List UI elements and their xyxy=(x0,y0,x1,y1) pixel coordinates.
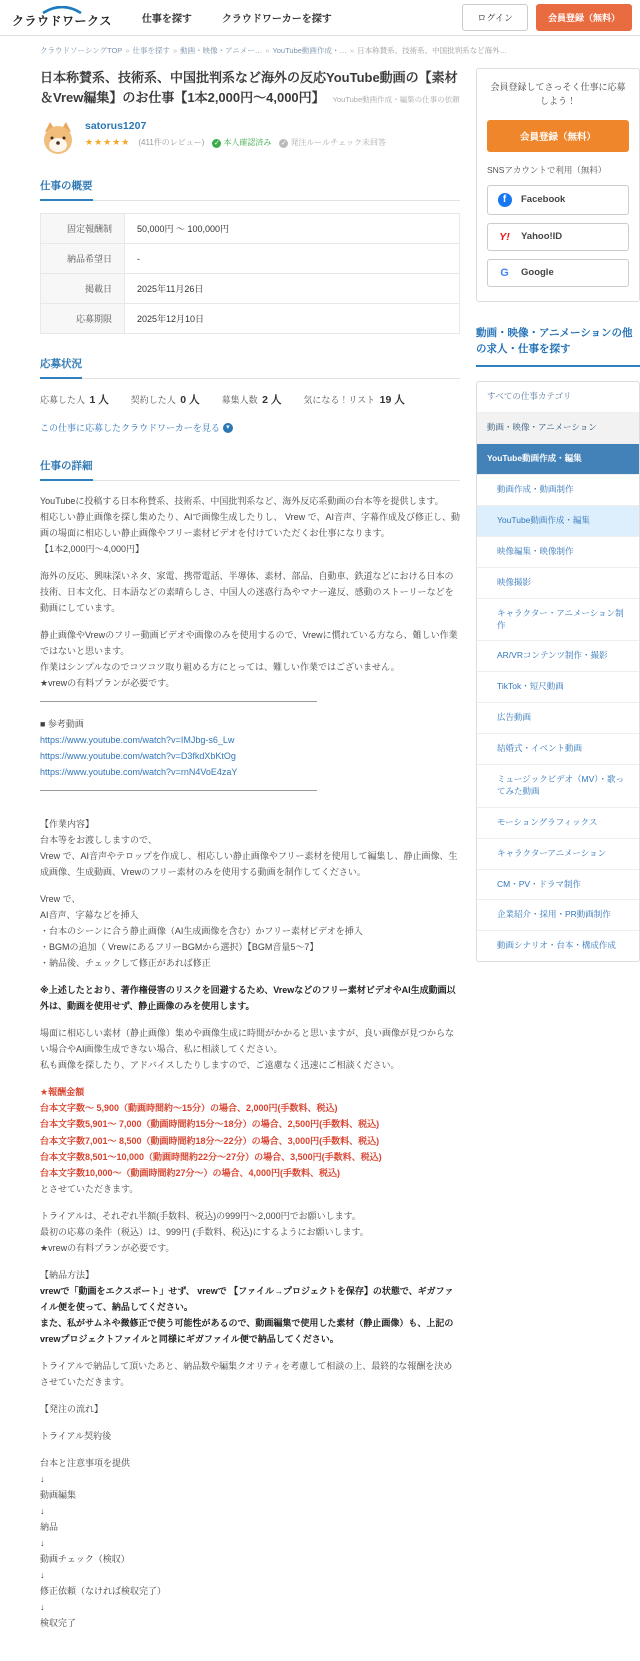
promo-text: 会員登録してさっそく仕事に応募しよう！ xyxy=(490,82,626,106)
detail-line: 静止画像やVrewのフリー動画ビデオや画像のみを使用するので、Vrewに慣れている方なら、難しい作業ではないと思います。 xyxy=(40,630,458,657)
logo-text: クラウドワークス xyxy=(12,14,112,28)
detail-line: 海外の反応、興味深いネタ、家電、携帯電話、半導体、素材、部品、自動車、鉄道などにおける日本の技術、日本文化、日本語などの素晴らしさ、中国人の迷惑行為やマナー違反、感動のストーリーなどを動画にしています。 xyxy=(40,571,454,614)
detail-line: トライアルで納品して頂いたあと、納品数や編集クオリティを考慮して相談の上、最終的な報酬を決めさせていただきます。 xyxy=(40,1360,453,1387)
overview-value: 50,000円 ～ 100,000円 xyxy=(125,214,460,244)
detail-line: 台本文字数5,901～ 7,000（動画時間約15分～18分）の場合、2,500円(手数料、税込) xyxy=(40,1119,380,1130)
detail-line: 動画編集 xyxy=(40,1489,77,1500)
detail-line: 台本文字数10,000～（動画時間約27分～）の場合、4,000円(手数料、税込) xyxy=(40,1167,341,1178)
job-overview-section xyxy=(40,176,460,334)
sidebar-category-parent[interactable]: 動画・映像・アニメーション xyxy=(477,413,639,444)
category-list xyxy=(476,381,640,962)
sidebar-category-child[interactable]: 映像編集・映像制作 xyxy=(477,537,639,568)
top-header xyxy=(0,0,640,36)
rule-check-badge: ✓ 発注ルールチェック未回答 xyxy=(281,138,387,147)
google-login-button[interactable] xyxy=(487,259,629,287)
facebook-login-button[interactable] xyxy=(487,185,629,215)
page-title: 日本称賛系、技術系、中国批判系など海外の反応YouTube動画の【素材＆Vrew編集】のお仕事【1本2,000円～4,000円】 YouTube動画作成・編集の仕事の依頼 xyxy=(40,70,460,105)
detail-line: ★報酬金額 xyxy=(40,1087,85,1098)
sidebar-category-child[interactable]: 動画シナリオ・台本・構成作成 xyxy=(497,940,616,951)
detail-line: 台本文字数7,001～ 8,500（動画時間約18分～22分）の場合、3,000円(手数料、税込) xyxy=(40,1135,380,1146)
detail-line: ↓ xyxy=(40,1601,45,1612)
detail-line xyxy=(40,805,460,816)
status-stat: 気になる！リスト 19 人 xyxy=(303,394,405,406)
overview-value: 2025年11月26日 xyxy=(125,274,460,304)
sidebar-category-child[interactable]: 企業紹介・採用・PR動画制作 xyxy=(477,900,639,931)
detail-heading: 仕事の詳細 xyxy=(40,458,93,481)
detail-line xyxy=(40,971,460,982)
detail-line xyxy=(40,1073,460,1084)
sidebar-category-child[interactable]: キャラクターアニメーション xyxy=(477,839,639,870)
breadcrumb-item[interactable]: 仕事を探す xyxy=(132,46,170,55)
detail-line: 【納品方法】 xyxy=(40,1269,95,1280)
detail-line xyxy=(40,616,460,627)
google-icon: G xyxy=(500,266,509,279)
detail-line: ↓ xyxy=(40,1505,45,1516)
detail-line: 台本文字数～ 5,900（動画時間約～15分）の場合、2,000円(手数料、税込) xyxy=(40,1103,338,1114)
job-detail-body xyxy=(40,493,460,1631)
detail-line: 相応しい静止画像を探し集めたり、AIで画像生成したりし、 Vrew で、AI音声、字幕作成及び修正し、動画の場面に相応しい静止画像やフリー素材ビデオを付けていただくお仕事になります。 xyxy=(40,512,461,539)
detail-line: ★vrewの有料プランが必要です。 xyxy=(40,678,175,689)
review-count[interactable]: (411件のレビュー) xyxy=(138,138,205,147)
overview-label: 応募期限 xyxy=(41,304,125,334)
detail-line: ※上述したとおり、著作権侵害のリスクを回避するため、Vrewなどのフリー素材ビデオやAI生成動画以外は、動画を使用せず、静止画像のみを使用します。 xyxy=(40,985,456,1012)
see-applicants-link[interactable]: この仕事に応募したクラウドワーカーを見る ▾ xyxy=(40,421,233,434)
overview-value: - xyxy=(125,244,460,274)
overview-row xyxy=(41,244,460,274)
overview-label: 固定報酬制 xyxy=(41,214,125,244)
overview-row xyxy=(41,214,460,244)
detail-divider xyxy=(40,701,317,706)
detail-line xyxy=(40,1417,460,1428)
detail-line: 【作業内容】 xyxy=(40,819,95,830)
nav-find-workers[interactable]: クラウドワーカーを探す xyxy=(221,14,332,25)
detail-line: ・台本のシーンに合う静止画像（AI生成画像を含む）かフリー素材ビデオを挿入 xyxy=(40,926,363,937)
overview-label: 掲載日 xyxy=(41,274,125,304)
job-detail-section xyxy=(40,456,460,1631)
yahooid-login-button[interactable] xyxy=(487,223,629,251)
detail-line: Vrew で、AI音声やテロップを作成し、相応しい静止画像やフリー素材を使用して編集し、静止画像、生成画像、生成動画、Vrewのフリー素材のみを使用する動画を制作してください。 xyxy=(40,851,458,878)
detail-line: 最初の応募の条件（税込）は、999円 (手数料、税込)にするようにお願いします。 xyxy=(40,1226,369,1237)
detail-line: トライアルは、それぞれ半額(手数料、税込)の999円～2,000円でお願いします。 xyxy=(40,1210,361,1221)
breadcrumb-item[interactable]: 動画・映像・アニメー… xyxy=(180,46,263,55)
detail-line: 台本文字数8,501～10,000（動画時間約22分～27分）の場合、3,500円(手数料、税込) xyxy=(40,1151,382,1162)
breadcrumb-item[interactable]: YouTube動画作成・… xyxy=(272,46,347,55)
status-stat: 契約した人 0 人 xyxy=(130,394,200,406)
detail-line: ↓ xyxy=(40,1569,45,1580)
reference-video-link[interactable]: https://www.youtube.com/watch?v=IMJbg-s6_Lw xyxy=(40,735,235,746)
detail-line: 台本等をお渡ししますので、 xyxy=(40,835,157,846)
breadcrumb-item: 日本称賛系、技術系、中国批判系など海外… xyxy=(357,46,508,55)
detail-line xyxy=(40,557,460,568)
breadcrumb-separator: » xyxy=(265,46,270,55)
detail-line xyxy=(40,1197,460,1208)
sidebar-category-child[interactable]: CM・PV・ドラマ制作 xyxy=(477,870,639,901)
detail-line: ■ 参考動画 xyxy=(40,719,84,730)
overview-label: 納品希望日 xyxy=(41,244,125,274)
overview-heading: 仕事の概要 xyxy=(40,178,93,201)
detail-line xyxy=(40,1444,460,1455)
identity-verified-badge: ✓ 本人確認済み xyxy=(214,138,272,147)
breadcrumb-separator: » xyxy=(125,46,130,55)
detail-line: vrewで「動画をエクスポート」せず、 vrewで 【ファイル→プロジェクトを保存】の状態で、ギガファイル便を使って、納品してください。 xyxy=(40,1285,454,1312)
sidebar-category-child[interactable]: 映像撮影 xyxy=(477,568,639,599)
chevron-down-icon: ▾ xyxy=(223,423,233,433)
detail-line: トライアル契約後 xyxy=(40,1430,112,1441)
reference-video-link[interactable]: https://www.youtube.com/watch?v=D3fkdXbKtOg xyxy=(40,751,236,762)
sns-button-label: Facebook xyxy=(521,194,566,206)
sidebar-category-child[interactable]: 結婚式・イベント動画 xyxy=(477,734,639,765)
client-name-link[interactable]: satorus1207 xyxy=(85,120,147,132)
sidebar-category-selected[interactable]: YouTube動画作成・編集 xyxy=(477,444,639,475)
application-status-section xyxy=(40,354,460,436)
signup-button[interactable]: 会員登録（無料） xyxy=(536,4,632,31)
detail-line: 作業はシンプルなのでコツコツ取り組める方にとっては、難しい作業ではございません。 xyxy=(40,662,400,673)
overview-row xyxy=(41,274,460,304)
sidebar-category-child[interactable]: AR/VRコンテンツ制作・撮影 xyxy=(477,641,639,672)
yahoo-icon: Y! xyxy=(499,230,510,243)
sidebar-category-all[interactable]: すべての仕事カテゴリ xyxy=(477,382,639,413)
sidebar-category-child[interactable]: ミュージックビデオ（MV）・歌ってみた動画 xyxy=(477,765,639,808)
sidebar-category-child[interactable]: 動画作成・動画制作 xyxy=(477,475,639,506)
detail-line: 【1本2,000円～4,000円】 xyxy=(40,544,145,555)
status-heading: 応募状況 xyxy=(40,356,82,379)
status-stat: 募集人数 2 人 xyxy=(221,394,282,406)
detail-line: 納品 xyxy=(40,1521,59,1532)
detail-line: 【発注の流れ】 xyxy=(40,1403,104,1414)
nav-find-jobs[interactable]: 仕事を探す xyxy=(141,14,192,25)
detail-line: 修正依頼（なければ検収完了） xyxy=(40,1585,167,1596)
detail-line xyxy=(40,1390,460,1401)
detail-line: ★vrewの有料プランが必要です。 xyxy=(40,1242,175,1253)
client-avatar[interactable] xyxy=(40,120,76,156)
detail-line: 動画チェック（検収） xyxy=(40,1553,130,1564)
overview-row xyxy=(41,304,460,334)
sidebar-category-heading: 動画・映像・アニメーションの他の求人・仕事を探す xyxy=(476,326,640,368)
sidebar-signup-button[interactable]: 会員登録（無料） xyxy=(487,120,629,152)
reference-video-link[interactable]: https://www.youtube.com/watch?v=rnN4VoE4zaY xyxy=(40,767,238,778)
detail-line: ↓ xyxy=(40,1473,45,1484)
detail-line: ・BGMの追加（ VrewにあるフリーBGMから選択）【BGM音量5～7】 xyxy=(40,942,319,953)
sidebar-category-child[interactable]: モーショングラフィックス xyxy=(477,808,639,839)
sidebar-category-child[interactable]: キャラクター・アニメーション制作 xyxy=(477,599,639,642)
login-button[interactable]: ログイン xyxy=(462,4,528,31)
star-rating-icon: ★★★★★ xyxy=(85,137,131,147)
job-title-suffix: YouTube動画作成・編集の仕事の依頼 xyxy=(332,94,460,104)
check-icon: ✓ xyxy=(281,140,287,147)
breadcrumb xyxy=(0,36,640,66)
detail-line: 場面に相応しい素材（静止画像）集めや画像生成に時間がかかると思いますが、良い画像が見つからない場合やAI画像生成できない場合、私に相談してください。 xyxy=(40,1028,455,1055)
detail-line: 台本と注意事項を提供 xyxy=(40,1457,131,1468)
sns-label: SNSアカウントで利用（無料） xyxy=(487,164,607,175)
detail-line: Vrew で、 xyxy=(40,894,81,905)
detail-line: 検収完了 xyxy=(40,1617,77,1628)
status-stats xyxy=(40,392,460,407)
detail-line xyxy=(40,1347,460,1358)
client-info xyxy=(40,120,460,156)
detail-line xyxy=(40,1256,460,1267)
detail-line: YouTubeに投稿する日本称賛系、技術系、中国批判系など、海外反応系動画の台本等を提供します。 xyxy=(40,496,444,506)
detail-line: AI音声、字幕などを挿入 xyxy=(40,910,139,921)
detail-line xyxy=(40,880,460,891)
sidebar-category-child[interactable]: TikTok・短尺動画 xyxy=(477,672,639,703)
detail-line: また、私がサムネや微修正で使う可能性があるので、動画編集で使用した素材（静止画像）も、上記のvrewプロジェクトファイルと同様にギガファイル便で納品してください。 xyxy=(40,1317,454,1344)
detail-line: ・納品後、チェックして修正があれば修正 xyxy=(40,958,211,969)
detail-line: ↓ xyxy=(40,1537,45,1548)
crowdworks-logo[interactable] xyxy=(12,6,112,29)
main-column xyxy=(40,68,460,1631)
sidebar-category-child[interactable]: 広告動画 xyxy=(477,703,639,734)
detail-line: 私も画像を探したり、アドバイスしたりしますので、ご遠慮なく迅速にご相談ください。 xyxy=(40,1060,400,1071)
sns-button-label: Google xyxy=(521,267,554,279)
sidebar xyxy=(476,68,640,962)
detail-line: とさせていただきます。 xyxy=(40,1183,139,1194)
breadcrumb-separator: » xyxy=(349,46,355,55)
overview-table xyxy=(40,213,460,334)
sidebar-category-child-active[interactable]: YouTube動画作成・編集 xyxy=(477,506,639,537)
detail-divider xyxy=(40,790,317,795)
detail-line xyxy=(40,1014,460,1025)
check-icon: ✓ xyxy=(214,140,220,147)
status-stat: 応募した人 1 人 xyxy=(40,394,109,406)
facebook-icon: f xyxy=(497,193,512,207)
sns-button-label: Yahoo!ID xyxy=(521,231,563,243)
breadcrumb-item[interactable]: クラウドソーシングTOP xyxy=(40,46,123,55)
overview-value: 2025年12月10日 xyxy=(125,304,460,334)
signup-promo-box xyxy=(476,68,640,302)
breadcrumb-separator: » xyxy=(172,46,178,55)
